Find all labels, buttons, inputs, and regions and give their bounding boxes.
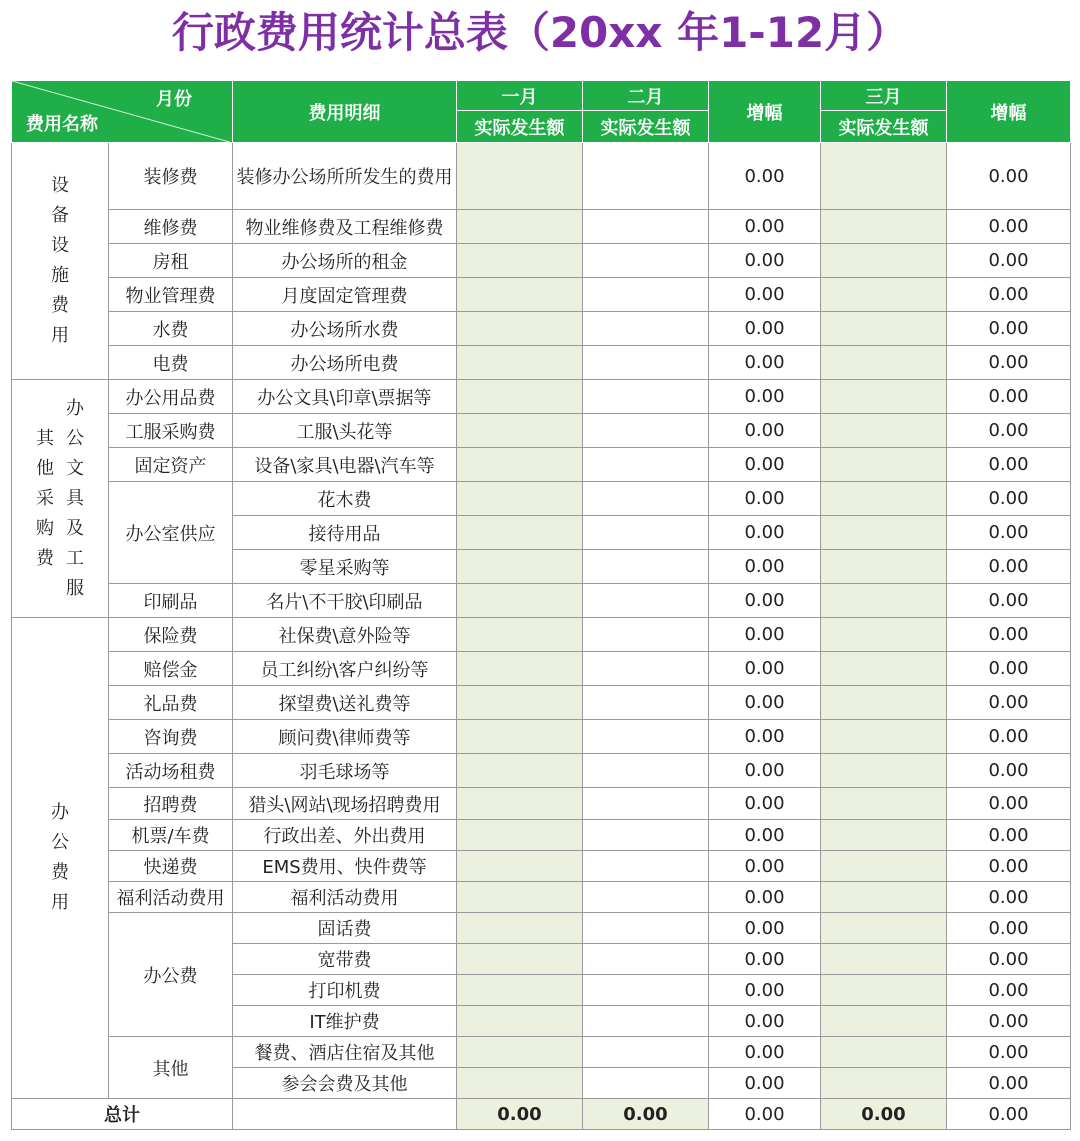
table-row bbox=[12, 851, 1071, 882]
jan-actual-cell[interactable] bbox=[457, 820, 583, 851]
growth-cell: 0.00 bbox=[947, 380, 1071, 414]
table-row bbox=[12, 414, 1071, 448]
item-detail: 月度固定管理费 bbox=[233, 278, 457, 312]
jan-actual-cell[interactable] bbox=[457, 380, 583, 414]
group-label-col: 办 公 费 用 bbox=[51, 802, 69, 913]
item-name: 保险费 bbox=[109, 618, 233, 652]
mar-actual-cell[interactable] bbox=[821, 913, 947, 944]
growth-cell: 0.00 bbox=[709, 516, 821, 550]
item-detail: 花木费 bbox=[233, 482, 457, 516]
item-name: 礼品费 bbox=[109, 686, 233, 720]
table-row bbox=[12, 584, 1071, 618]
mar-actual-cell[interactable] bbox=[821, 584, 947, 618]
item-detail: EMS费用、快件费等 bbox=[233, 851, 457, 882]
feb-actual-cell[interactable] bbox=[583, 975, 709, 1006]
growth-cell: 0.00 bbox=[709, 652, 821, 686]
jan-actual-cell[interactable] bbox=[457, 652, 583, 686]
item-detail: 办公场所的租金 bbox=[233, 244, 457, 278]
mar-actual-cell[interactable] bbox=[821, 652, 947, 686]
item-detail: 福利活动费用 bbox=[233, 882, 457, 913]
item-detail: 探望费\送礼费等 bbox=[233, 686, 457, 720]
feb-actual-cell[interactable] bbox=[583, 686, 709, 720]
item-detail: 办公场所水费 bbox=[233, 312, 457, 346]
growth-cell: 0.00 bbox=[709, 1006, 821, 1037]
item-name: 机票/车费 bbox=[109, 820, 233, 851]
feb-actual-cell[interactable] bbox=[583, 1068, 709, 1099]
item-name: 办公费 bbox=[109, 913, 233, 1037]
growth-cell: 0.00 bbox=[709, 618, 821, 652]
mar-actual-cell[interactable] bbox=[821, 1068, 947, 1099]
item-name: 咨询费 bbox=[109, 720, 233, 754]
item-detail: 物业维修费及工程维修费 bbox=[233, 210, 457, 244]
growth-cell: 0.00 bbox=[709, 788, 821, 820]
table-row bbox=[12, 618, 1071, 652]
jan-actual-cell[interactable] bbox=[457, 975, 583, 1006]
jan-actual-cell[interactable] bbox=[457, 944, 583, 975]
jan-actual-cell[interactable] bbox=[457, 686, 583, 720]
mar-actual-cell[interactable] bbox=[821, 414, 947, 448]
growth-cell: 0.00 bbox=[709, 1068, 821, 1099]
growth-cell: 0.00 bbox=[709, 143, 821, 210]
growth-cell: 0.00 bbox=[947, 944, 1071, 975]
jan-actual-cell[interactable] bbox=[457, 278, 583, 312]
item-detail: IT维护费 bbox=[233, 1006, 457, 1037]
growth-cell: 0.00 bbox=[947, 143, 1071, 210]
growth-cell: 0.00 bbox=[709, 414, 821, 448]
mar-actual-cell[interactable] bbox=[821, 550, 947, 584]
growth-cell: 0.00 bbox=[947, 1068, 1071, 1099]
header-jan-actual: 实际发生额 bbox=[457, 111, 583, 143]
jan-actual-cell[interactable] bbox=[457, 312, 583, 346]
mar-actual-cell[interactable] bbox=[821, 210, 947, 244]
table-row bbox=[12, 820, 1071, 851]
header-detail: 费用明细 bbox=[233, 81, 457, 143]
item-detail: 行政出差、外出费用 bbox=[233, 820, 457, 851]
mar-actual-cell[interactable] bbox=[821, 975, 947, 1006]
mar-actual-cell[interactable] bbox=[821, 244, 947, 278]
growth-cell: 0.00 bbox=[947, 516, 1071, 550]
mar-actual-cell[interactable] bbox=[821, 882, 947, 913]
total-row bbox=[12, 1099, 1071, 1130]
growth-cell: 0.00 bbox=[709, 346, 821, 380]
feb-actual-cell[interactable] bbox=[583, 944, 709, 975]
header-mar: 三月 bbox=[821, 81, 947, 111]
mar-actual-cell[interactable] bbox=[821, 788, 947, 820]
item-detail: 名片\不干胶\印刷品 bbox=[233, 584, 457, 618]
item-name: 水费 bbox=[109, 312, 233, 346]
mar-actual-cell[interactable] bbox=[821, 686, 947, 720]
growth-cell: 0.00 bbox=[709, 482, 821, 516]
item-name: 装修费 bbox=[109, 143, 233, 210]
table-row bbox=[12, 312, 1071, 346]
feb-actual-cell[interactable] bbox=[583, 1037, 709, 1068]
growth-cell: 0.00 bbox=[947, 686, 1071, 720]
growth-cell: 0.00 bbox=[947, 482, 1071, 516]
item-name: 工服采购费 bbox=[109, 414, 233, 448]
table-row bbox=[12, 448, 1071, 482]
feb-actual-cell[interactable] bbox=[583, 851, 709, 882]
jan-actual-cell[interactable] bbox=[457, 1037, 583, 1068]
feb-actual-cell[interactable] bbox=[583, 380, 709, 414]
table-row bbox=[12, 380, 1071, 414]
page-title: 行政费用统计总表（20xx 年1-12月） bbox=[171, 8, 909, 57]
table-row bbox=[12, 346, 1071, 380]
mar-actual-cell[interactable] bbox=[821, 754, 947, 788]
feb-actual-cell[interactable] bbox=[583, 414, 709, 448]
growth-cell: 0.00 bbox=[709, 913, 821, 944]
total-mar: 0.00 bbox=[821, 1099, 947, 1130]
table-row bbox=[12, 210, 1071, 244]
item-name: 维修费 bbox=[109, 210, 233, 244]
item-name: 福利活动费用 bbox=[109, 882, 233, 913]
group-label-col: 其 他 采 购 费 bbox=[36, 427, 54, 569]
item-detail: 办公场所电费 bbox=[233, 346, 457, 380]
item-name: 招聘费 bbox=[109, 788, 233, 820]
growth-cell: 0.00 bbox=[947, 820, 1071, 851]
growth-cell: 0.00 bbox=[709, 754, 821, 788]
feb-actual-cell[interactable] bbox=[583, 720, 709, 754]
item-detail: 设备\家具\电器\汽车等 bbox=[233, 448, 457, 482]
table-row bbox=[12, 720, 1071, 754]
growth-cell: 0.00 bbox=[709, 380, 821, 414]
jan-actual-cell[interactable] bbox=[457, 1068, 583, 1099]
group-label-col: 设 备 设 施 费 用 bbox=[51, 175, 69, 346]
jan-actual-cell[interactable] bbox=[457, 448, 583, 482]
table-row bbox=[12, 143, 1071, 210]
growth-cell: 0.00 bbox=[709, 550, 821, 584]
item-name: 房租 bbox=[109, 244, 233, 278]
table-row bbox=[12, 244, 1071, 278]
feb-actual-cell[interactable] bbox=[583, 788, 709, 820]
total-feb: 0.00 bbox=[583, 1099, 709, 1130]
growth-cell: 0.00 bbox=[947, 851, 1071, 882]
item-detail: 固话费 bbox=[233, 913, 457, 944]
growth-cell: 0.00 bbox=[947, 1006, 1071, 1037]
header-category: 费用名称 bbox=[26, 114, 98, 135]
item-name: 电费 bbox=[109, 346, 233, 380]
growth-cell: 0.00 bbox=[709, 975, 821, 1006]
jan-actual-cell[interactable] bbox=[457, 516, 583, 550]
item-detail: 接待用品 bbox=[233, 516, 457, 550]
feb-actual-cell[interactable] bbox=[583, 584, 709, 618]
jan-actual-cell[interactable] bbox=[457, 346, 583, 380]
growth-cell: 0.00 bbox=[947, 618, 1071, 652]
mar-actual-cell[interactable] bbox=[821, 482, 947, 516]
mar-actual-cell[interactable] bbox=[821, 312, 947, 346]
growth-cell: 0.00 bbox=[709, 244, 821, 278]
total-growth-1: 0.00 bbox=[709, 1099, 821, 1130]
item-detail: 宽带费 bbox=[233, 944, 457, 975]
mar-actual-cell[interactable] bbox=[821, 448, 947, 482]
item-detail: 员工纠纷\客户纠纷等 bbox=[233, 652, 457, 686]
item-detail: 餐费、酒店住宿及其他 bbox=[233, 1037, 457, 1068]
item-detail: 社保费\意外险等 bbox=[233, 618, 457, 652]
header-diagonal-cell bbox=[12, 81, 233, 143]
jan-actual-cell[interactable] bbox=[457, 414, 583, 448]
header-jan: 一月 bbox=[457, 81, 583, 111]
item-detail: 猎头\网站\现场招聘费用 bbox=[233, 788, 457, 820]
growth-cell: 0.00 bbox=[947, 975, 1071, 1006]
header-growth-2: 增幅 bbox=[947, 81, 1071, 143]
growth-cell: 0.00 bbox=[709, 210, 821, 244]
mar-actual-cell[interactable] bbox=[821, 346, 947, 380]
growth-cell: 0.00 bbox=[709, 584, 821, 618]
table-row bbox=[12, 652, 1071, 686]
feb-actual-cell[interactable] bbox=[583, 820, 709, 851]
table-row bbox=[12, 686, 1071, 720]
mar-actual-cell[interactable] bbox=[821, 516, 947, 550]
jan-actual-cell[interactable] bbox=[457, 851, 583, 882]
table-row bbox=[12, 1037, 1071, 1068]
feb-actual-cell[interactable] bbox=[583, 448, 709, 482]
table-row bbox=[12, 278, 1071, 312]
group-label-col: 办 公 文 具 及 工 服 bbox=[66, 397, 84, 599]
feb-actual-cell[interactable] bbox=[583, 312, 709, 346]
table-row bbox=[12, 482, 1071, 516]
item-detail: 打印机费 bbox=[233, 975, 457, 1006]
growth-cell: 0.00 bbox=[947, 754, 1071, 788]
item-name: 办公用品费 bbox=[109, 380, 233, 414]
growth-cell: 0.00 bbox=[947, 788, 1071, 820]
growth-cell: 0.00 bbox=[709, 882, 821, 913]
growth-cell: 0.00 bbox=[709, 720, 821, 754]
jan-actual-cell[interactable] bbox=[457, 143, 583, 210]
item-detail: 工服\头花等 bbox=[233, 414, 457, 448]
growth-cell: 0.00 bbox=[709, 312, 821, 346]
growth-cell: 0.00 bbox=[947, 210, 1071, 244]
feb-actual-cell[interactable] bbox=[583, 346, 709, 380]
item-detail: 参会会费及其他 bbox=[233, 1068, 457, 1099]
feb-actual-cell[interactable] bbox=[583, 516, 709, 550]
total-detail-cell bbox=[233, 1099, 457, 1130]
item-detail: 羽毛球场等 bbox=[233, 754, 457, 788]
table-row bbox=[12, 882, 1071, 913]
total-jan: 0.00 bbox=[457, 1099, 583, 1130]
growth-cell: 0.00 bbox=[947, 346, 1071, 380]
mar-actual-cell[interactable] bbox=[821, 1006, 947, 1037]
growth-cell: 0.00 bbox=[709, 448, 821, 482]
jan-actual-cell[interactable] bbox=[457, 618, 583, 652]
feb-actual-cell[interactable] bbox=[583, 754, 709, 788]
mar-actual-cell[interactable] bbox=[821, 820, 947, 851]
mar-actual-cell[interactable] bbox=[821, 278, 947, 312]
mar-actual-cell[interactable] bbox=[821, 944, 947, 975]
table-row bbox=[12, 913, 1071, 944]
mar-actual-cell[interactable] bbox=[821, 143, 947, 210]
growth-cell: 0.00 bbox=[709, 820, 821, 851]
growth-cell: 0.00 bbox=[947, 278, 1071, 312]
feb-actual-cell[interactable] bbox=[583, 244, 709, 278]
growth-cell: 0.00 bbox=[947, 312, 1071, 346]
feb-actual-cell[interactable] bbox=[583, 618, 709, 652]
item-name: 快递费 bbox=[109, 851, 233, 882]
feb-actual-cell[interactable] bbox=[583, 882, 709, 913]
table-row bbox=[12, 754, 1071, 788]
jan-actual-cell[interactable] bbox=[457, 584, 583, 618]
growth-cell: 0.00 bbox=[947, 550, 1071, 584]
item-name: 活动场租费 bbox=[109, 754, 233, 788]
jan-actual-cell[interactable] bbox=[457, 244, 583, 278]
item-detail: 顾问费\律师费等 bbox=[233, 720, 457, 754]
table-row bbox=[12, 788, 1071, 820]
item-detail: 零星采购等 bbox=[233, 550, 457, 584]
feb-actual-cell[interactable] bbox=[583, 1006, 709, 1037]
growth-cell: 0.00 bbox=[709, 278, 821, 312]
growth-cell: 0.00 bbox=[947, 882, 1071, 913]
feb-actual-cell[interactable] bbox=[583, 143, 709, 210]
mar-actual-cell[interactable] bbox=[821, 618, 947, 652]
growth-cell: 0.00 bbox=[947, 652, 1071, 686]
item-name: 印刷品 bbox=[109, 584, 233, 618]
header-mar-actual: 实际发生额 bbox=[821, 111, 947, 143]
growth-cell: 0.00 bbox=[709, 851, 821, 882]
expense-table bbox=[11, 80, 1071, 1130]
item-detail: 办公文具\印章\票据等 bbox=[233, 380, 457, 414]
growth-cell: 0.00 bbox=[947, 720, 1071, 754]
jan-actual-cell[interactable] bbox=[457, 720, 583, 754]
header-month: 月份 bbox=[156, 89, 192, 110]
feb-actual-cell[interactable] bbox=[583, 210, 709, 244]
growth-cell: 0.00 bbox=[947, 244, 1071, 278]
jan-actual-cell[interactable] bbox=[457, 482, 583, 516]
growth-cell: 0.00 bbox=[709, 686, 821, 720]
jan-actual-cell[interactable] bbox=[457, 210, 583, 244]
jan-actual-cell[interactable] bbox=[457, 754, 583, 788]
jan-actual-cell[interactable] bbox=[457, 550, 583, 584]
item-name: 办公室供应 bbox=[109, 482, 233, 584]
group-equipment bbox=[12, 143, 109, 380]
item-detail: 装修办公场所所发生的费用 bbox=[233, 143, 457, 210]
mar-actual-cell[interactable] bbox=[821, 720, 947, 754]
feb-actual-cell[interactable] bbox=[583, 550, 709, 584]
mar-actual-cell[interactable] bbox=[821, 380, 947, 414]
total-label: 总计 bbox=[12, 1099, 233, 1130]
growth-cell: 0.00 bbox=[709, 944, 821, 975]
growth-cell: 0.00 bbox=[709, 1037, 821, 1068]
group-other-purchase bbox=[12, 380, 109, 618]
item-name: 赔偿金 bbox=[109, 652, 233, 686]
header-feb-actual: 实际发生额 bbox=[583, 111, 709, 143]
jan-actual-cell[interactable] bbox=[457, 1006, 583, 1037]
item-name: 物业管理费 bbox=[109, 278, 233, 312]
growth-cell: 0.00 bbox=[947, 1037, 1071, 1068]
growth-cell: 0.00 bbox=[947, 448, 1071, 482]
header-feb: 二月 bbox=[583, 81, 709, 111]
jan-actual-cell[interactable] bbox=[457, 788, 583, 820]
jan-actual-cell[interactable] bbox=[457, 882, 583, 913]
feb-actual-cell[interactable] bbox=[583, 652, 709, 686]
growth-cell: 0.00 bbox=[947, 414, 1071, 448]
mar-actual-cell[interactable] bbox=[821, 1037, 947, 1068]
feb-actual-cell[interactable] bbox=[583, 913, 709, 944]
growth-cell: 0.00 bbox=[947, 913, 1071, 944]
total-growth-2: 0.00 bbox=[947, 1099, 1071, 1130]
growth-cell: 0.00 bbox=[947, 584, 1071, 618]
item-name: 其他 bbox=[109, 1037, 233, 1099]
header-growth-1: 增幅 bbox=[709, 81, 821, 143]
jan-actual-cell[interactable] bbox=[457, 913, 583, 944]
feb-actual-cell[interactable] bbox=[583, 482, 709, 516]
mar-actual-cell[interactable] bbox=[821, 851, 947, 882]
group-office-expense bbox=[12, 618, 109, 1099]
feb-actual-cell[interactable] bbox=[583, 278, 709, 312]
item-name: 固定资产 bbox=[109, 448, 233, 482]
